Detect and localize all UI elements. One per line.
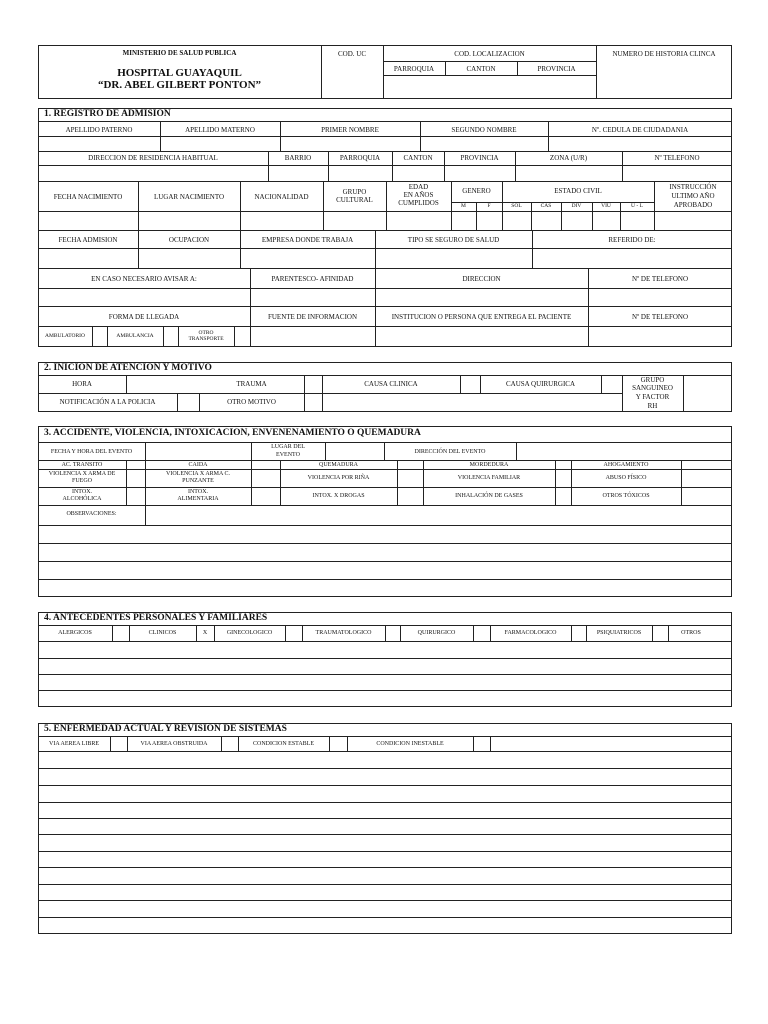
hora-label: HORA: [72, 380, 92, 388]
grupo-cultural-label-2: CULTURAL: [336, 196, 373, 204]
antecedentes-line-1[interactable]: [39, 642, 731, 657]
enfermedad-line-8[interactable]: [39, 868, 731, 883]
genero-m-label: M: [461, 203, 466, 209]
grupo-sanguineo-field[interactable]: [684, 376, 731, 411]
enfermedad-line-7[interactable]: [39, 852, 731, 866]
section-1-title: 1. REGISTRO DE ADMISION: [44, 109, 171, 119]
psiquiatricos-checkbox[interactable]: [653, 626, 667, 640]
enfermedad-line-10[interactable]: [39, 901, 731, 916]
direccion-evento-field[interactable]: [517, 443, 731, 459]
violencia-fuego-checkbox[interactable]: [127, 470, 144, 486]
institucion-field[interactable]: [376, 327, 587, 346]
fecha-evento-field[interactable]: [146, 443, 250, 459]
hospital-subname: “DR. ABEL GILBERT PONTON”: [97, 79, 262, 91]
quirurgico-checkbox[interactable]: [474, 626, 489, 640]
abuso-fisico-label: ABUSO FÍSICO: [605, 475, 647, 481]
alergicos-checkbox[interactable]: [113, 626, 128, 640]
enfermedad-line-5[interactable]: [39, 819, 731, 833]
cedula-field[interactable]: [549, 137, 731, 150]
tipo-seguro-label: TIPO SE SEGURO DE SALUD: [407, 236, 500, 244]
trauma-label: TRAUMA: [236, 380, 267, 388]
causa-clinica-checkbox[interactable]: [461, 376, 479, 392]
ginecologico-label: GINECOLOGICO: [226, 630, 273, 636]
estado-viu-label: VIU: [601, 203, 611, 209]
ambulatorio-checkbox[interactable]: [93, 327, 106, 346]
grupo-sanguineo-label-4: RH: [647, 402, 658, 410]
quemadura-label: QUEMADURA: [319, 462, 358, 468]
direccion-contacto-label: DIRECCION: [462, 275, 501, 283]
otro-transporte-label: OTRO: [198, 330, 214, 336]
instruccion-label-3: APROBADO: [673, 201, 713, 209]
direccion-evento-label: DIRECCIÓN DEL EVENTO: [414, 449, 486, 455]
clinicos-mark: X: [202, 630, 208, 636]
referido-label: REFERIDO DE:: [608, 236, 656, 244]
psiquiatricos-label: PSIQUIATRICOS: [596, 630, 642, 636]
telefono-contacto-label: Nº DE TELEFONO: [631, 275, 689, 283]
intox-alcoholica-checkbox[interactable]: [127, 488, 144, 504]
inhalacion-gases-label: INHALACIÓN DE GASES: [455, 493, 523, 499]
quirurgico-label: QUIRURGICO: [417, 630, 456, 636]
fecha-evento-label: FECHA Y HORA DEL EVENTO: [50, 449, 133, 455]
enfermedad-line-2[interactable]: [39, 769, 731, 784]
fecha-nacimiento-field[interactable]: [39, 212, 137, 229]
apellido-paterno-field[interactable]: [39, 137, 159, 150]
ocupacion-field[interactable]: [139, 249, 239, 267]
apellido-materno-label: APELLIDO MATERNO: [185, 126, 255, 134]
ginecologico-checkbox[interactable]: [286, 626, 301, 640]
cod-uc-label: COD. UC: [337, 50, 366, 58]
violencia-punzante-label-2: PUNZANTE: [182, 478, 214, 484]
genero-f-checkbox[interactable]: [477, 212, 501, 229]
instruccion-field[interactable]: [655, 212, 731, 229]
estado-civil-label: ESTADO CIVIL: [554, 187, 602, 195]
lugar-evento-field[interactable]: [326, 443, 383, 459]
fecha-admision-field[interactable]: [39, 249, 137, 267]
fuente-informacion-field[interactable]: [251, 327, 374, 346]
zona-field[interactable]: [516, 166, 621, 180]
enfermedad-line-11[interactable]: [39, 918, 731, 933]
edad-label-2: EN AÑOS: [403, 191, 434, 199]
otro-motivo-label: OTRO MOTIVO: [227, 398, 276, 406]
edad-label-3: CUMPLIDOS: [398, 199, 439, 207]
clinicos-checkbox[interactable]: [197, 626, 213, 640]
clinicos-label: CLINICOS: [148, 630, 177, 636]
grupo-cultural-label: GRUPO: [342, 188, 367, 196]
grupo-cultural-field[interactable]: [324, 212, 385, 229]
otro-transporte-checkbox[interactable]: [235, 327, 249, 346]
intox-drogas-label: INTOX. X DROGAS: [312, 493, 365, 499]
ambulatorio-label: AMBULATORIO: [45, 333, 85, 339]
header-provincia-label: PROVINCIA: [537, 65, 576, 73]
telefono-institucion-field[interactable]: [589, 327, 731, 346]
instruccion-label-2: ULTIMO AÑO: [671, 192, 715, 200]
observaciones-line-3[interactable]: [39, 562, 731, 578]
via-aerea-libre-checkbox[interactable]: [111, 737, 126, 750]
grupo-sanguineo-label-2: SANGUINEO: [632, 384, 673, 392]
violencia-familiar-label: VIOLENCIA FAMILIAR: [457, 475, 521, 481]
mordedura-label: MORDEDURA: [469, 462, 509, 468]
fecha-admision-label: FECHA ADMISION: [58, 236, 118, 244]
intox-alcoholica-label: INTOX.: [71, 489, 93, 495]
violencia-punzante-label: VIOLENCIA X ARMA C.: [165, 471, 230, 477]
segundo-nombre-field[interactable]: [421, 137, 547, 150]
ambulancia-label: AMBULANCIA: [116, 333, 154, 339]
avisar-a-label: EN CASO NECESARIO AVISAR A:: [91, 275, 197, 283]
provincia-label: PROVINCIA: [460, 154, 499, 162]
primer-nombre-field[interactable]: [281, 137, 419, 150]
farmacologico-checkbox[interactable]: [572, 626, 585, 640]
nacionalidad-field[interactable]: [241, 212, 322, 229]
ahogamiento-checkbox[interactable]: [682, 461, 731, 468]
genero-m-checkbox[interactable]: [452, 212, 475, 229]
direccion-contacto-field[interactable]: [376, 289, 587, 305]
section-3-title: 3. ACCIDENTE, VIOLENCIA, INTOXICACION, ENVENENAMIENTO O QUEMADURA: [44, 428, 421, 438]
primer-nombre-label: PRIMER NOMBRE: [321, 126, 379, 134]
caida-label: CAIDA: [188, 462, 208, 468]
antecedentes-line-4[interactable]: [39, 691, 731, 706]
otros-toxicos-label: OTROS TÓXICOS: [602, 493, 650, 499]
intox-alcoholica-label-2: ALCOHÓLICA: [62, 496, 102, 502]
direccion-residencia-field[interactable]: [39, 166, 267, 180]
violencia-familiar-checkbox[interactable]: [556, 470, 570, 486]
enfermedad-line-3[interactable]: [39, 786, 731, 801]
causa-quirurgica-label: CAUSA QUIRURGICA: [505, 380, 576, 388]
lugar-nacimiento-field[interactable]: [139, 212, 239, 229]
observaciones-field[interactable]: [146, 506, 731, 524]
notificacion-policia-checkbox[interactable]: [178, 394, 198, 411]
trauma-checkbox[interactable]: [305, 376, 321, 392]
instruccion-label: INSTRUCCIÓN: [669, 183, 717, 191]
intox-drogas-checkbox[interactable]: [398, 488, 422, 504]
abuso-fisico-checkbox[interactable]: [682, 470, 731, 486]
caida-checkbox[interactable]: [252, 461, 279, 468]
ministry-label: MINISTERIO DE SALUD PUBLICA: [122, 49, 237, 57]
intox-alimentaria-label-2: ALIMENTARIA: [177, 496, 219, 502]
violencia-rina-checkbox[interactable]: [398, 470, 422, 486]
violencia-punzante-checkbox[interactable]: [252, 470, 279, 486]
referido-field[interactable]: [533, 249, 731, 267]
condicion-estable-label: CONDICION ESTABLE: [252, 741, 315, 747]
empresa-label: EMPRESA DONDE TRABAJA: [261, 236, 354, 244]
observaciones-line-4[interactable]: [39, 580, 731, 596]
historia-clinica-label: NUMERO DE HISTORIA CLINCA: [612, 50, 716, 58]
antecedentes-line-3[interactable]: [39, 675, 731, 689]
direccion-residencia-label: DIRECCION DE RESIDENCIA HABITUAL: [88, 154, 218, 162]
header-canton-label: CANTON: [466, 65, 496, 73]
section-4-title: 4. ANTECEDENTES PERSONALES Y FAMILIARES: [44, 613, 268, 623]
grupo-sanguineo-label-3: Y FACTOR: [635, 393, 670, 401]
estado-div-label: DIV: [571, 203, 582, 209]
lugar-evento-label-2: EVENTO: [276, 452, 300, 458]
violencia-fuego-label: VIOLENCIA X ARMA DE: [48, 471, 116, 477]
fecha-nacimiento-label: FECHA NACIMIENTO: [53, 193, 123, 201]
barrio-label: BARRIO: [284, 154, 312, 162]
traumatologico-label: TRAUMATOLOGICO: [315, 630, 372, 636]
edad-field[interactable]: [387, 212, 450, 229]
mordedura-checkbox[interactable]: [556, 461, 570, 468]
observaciones-label: OBSERVACIONES:: [66, 511, 117, 517]
estado-sol-label: SOL: [511, 203, 522, 209]
canton-field[interactable]: [393, 166, 443, 180]
traumatologico-checkbox[interactable]: [386, 626, 399, 640]
condicion-estable-checkbox[interactable]: [330, 737, 346, 750]
otro-transporte-label-2: TRANSPORTE: [188, 336, 224, 342]
header-parroquia-label: PARROQUIA: [393, 65, 435, 73]
section-5-title: 5. ENFERMEDAD ACTUAL Y REVISION DE SISTEMAS: [44, 724, 287, 734]
hora-field[interactable]: [127, 376, 199, 392]
ac-transito-label: AC. TRANSITO: [61, 462, 103, 468]
notificacion-policia-label: NOTIFICACIÓN A LA POLICIA: [59, 398, 156, 406]
enfermedad-line-1[interactable]: [39, 752, 731, 767]
telefono-contacto-field[interactable]: [589, 289, 731, 305]
ac-transito-checkbox[interactable]: [127, 461, 144, 468]
section-2-title: 2. INICION DE ATENCION Y MOTIVO: [44, 363, 212, 373]
estado-cas-label: CAS: [540, 203, 552, 209]
inhalacion-gases-checkbox[interactable]: [556, 488, 570, 504]
ambulancia-checkbox[interactable]: [164, 327, 177, 346]
otros-label: OTROS: [681, 630, 701, 636]
nacionalidad-label: NACIONALIDAD: [254, 193, 309, 201]
via-aerea-libre-label: VIA AEREA LIBRE: [48, 741, 99, 747]
telefono-label: Nº TELEFONO: [654, 154, 700, 162]
fuente-informacion-label: FUENTE DE INFORMACION: [267, 313, 358, 321]
estado-ul-label: U - L: [631, 203, 643, 209]
violencia-fuego-label-2: FUEGO: [71, 478, 92, 484]
provincia-field[interactable]: [445, 166, 514, 180]
otro-motivo-field[interactable]: [323, 394, 621, 411]
telefono-institucion-label: Nº DE TELEFONO: [631, 313, 689, 321]
parentesco-field[interactable]: [251, 289, 374, 305]
causa-quirurgica-checkbox[interactable]: [602, 376, 621, 392]
intox-alimentaria-label: INTOX.: [187, 489, 209, 495]
antecedentes-line-2[interactable]: [39, 659, 731, 673]
alergicos-label: ALERGICOS: [58, 630, 92, 636]
condicion-inestable-checkbox[interactable]: [474, 737, 489, 750]
barrio-field[interactable]: [269, 166, 327, 180]
observaciones-line-2[interactable]: [39, 544, 731, 560]
genero-f-label: F: [487, 203, 491, 209]
enfermedad-line-9[interactable]: [39, 885, 731, 899]
apellido-materno-field[interactable]: [161, 137, 279, 150]
via-aerea-obstruida-checkbox[interactable]: [222, 737, 237, 750]
cedula-label: Nº. CEDULA DE CIUDADANIA: [591, 126, 689, 134]
enfermedad-line-6[interactable]: [39, 835, 731, 850]
condicion-inestable-label: CONDICION INESTABLE: [376, 741, 444, 747]
tipo-seguro-field[interactable]: [376, 249, 531, 267]
edad-label: EDAD: [408, 183, 429, 191]
intox-alimentaria-checkbox[interactable]: [252, 488, 279, 504]
otros-toxicos-checkbox[interactable]: [682, 488, 731, 504]
otro-motivo-checkbox[interactable]: [305, 394, 321, 411]
quemadura-checkbox[interactable]: [398, 461, 422, 468]
parroquia-label: PARROQUIA: [339, 154, 381, 162]
cod-localizacion-label: COD. LOCALIZACION: [454, 50, 525, 58]
canton-label: CANTON: [403, 154, 433, 162]
lugar-nacimiento-label: LUGAR NACIMIENTO: [153, 193, 225, 201]
avisar-a-field[interactable]: [39, 289, 249, 305]
zona-label: ZONA (U/R): [549, 154, 588, 162]
apellido-paterno-label: APELLIDO PATERNO: [65, 126, 133, 134]
ahogamiento-label: AHOGAMIENTO: [603, 462, 649, 468]
telefono-field[interactable]: [623, 166, 731, 180]
farmacologico-label: FARMACOLOGICO: [504, 630, 557, 636]
institucion-label: INSTITUCION O PERSONA QUE ENTREGA EL PACIENTE: [391, 313, 572, 321]
violencia-rina-label: VIOLENCIA POR RIÑA: [307, 475, 370, 481]
parroquia-field[interactable]: [329, 166, 391, 180]
causa-clinica-label: CAUSA CLINICA: [364, 380, 418, 388]
forma-llegada-label: FORMA DE LLEGADA: [108, 313, 180, 321]
grupo-sanguineo-label: GRUPO: [640, 376, 665, 384]
observaciones-line-1[interactable]: [39, 526, 731, 542]
hospital-name: HOSPITAL GUAYAQUIL: [117, 67, 242, 79]
enfermedad-line-4[interactable]: [39, 803, 731, 817]
genero-label: GENERO: [462, 187, 491, 195]
parentesco-label: PARENTESCO- AFINIDAD: [271, 275, 354, 283]
segundo-nombre-label: SEGUNDO NOMBRE: [451, 126, 517, 134]
lugar-evento-label: LUGAR DEL: [271, 444, 305, 450]
ocupacion-label: OCUPACION: [168, 236, 210, 244]
empresa-field[interactable]: [241, 249, 374, 267]
via-aerea-obstruida-label: VIA AEREA OBSTRUIDA: [140, 741, 208, 747]
